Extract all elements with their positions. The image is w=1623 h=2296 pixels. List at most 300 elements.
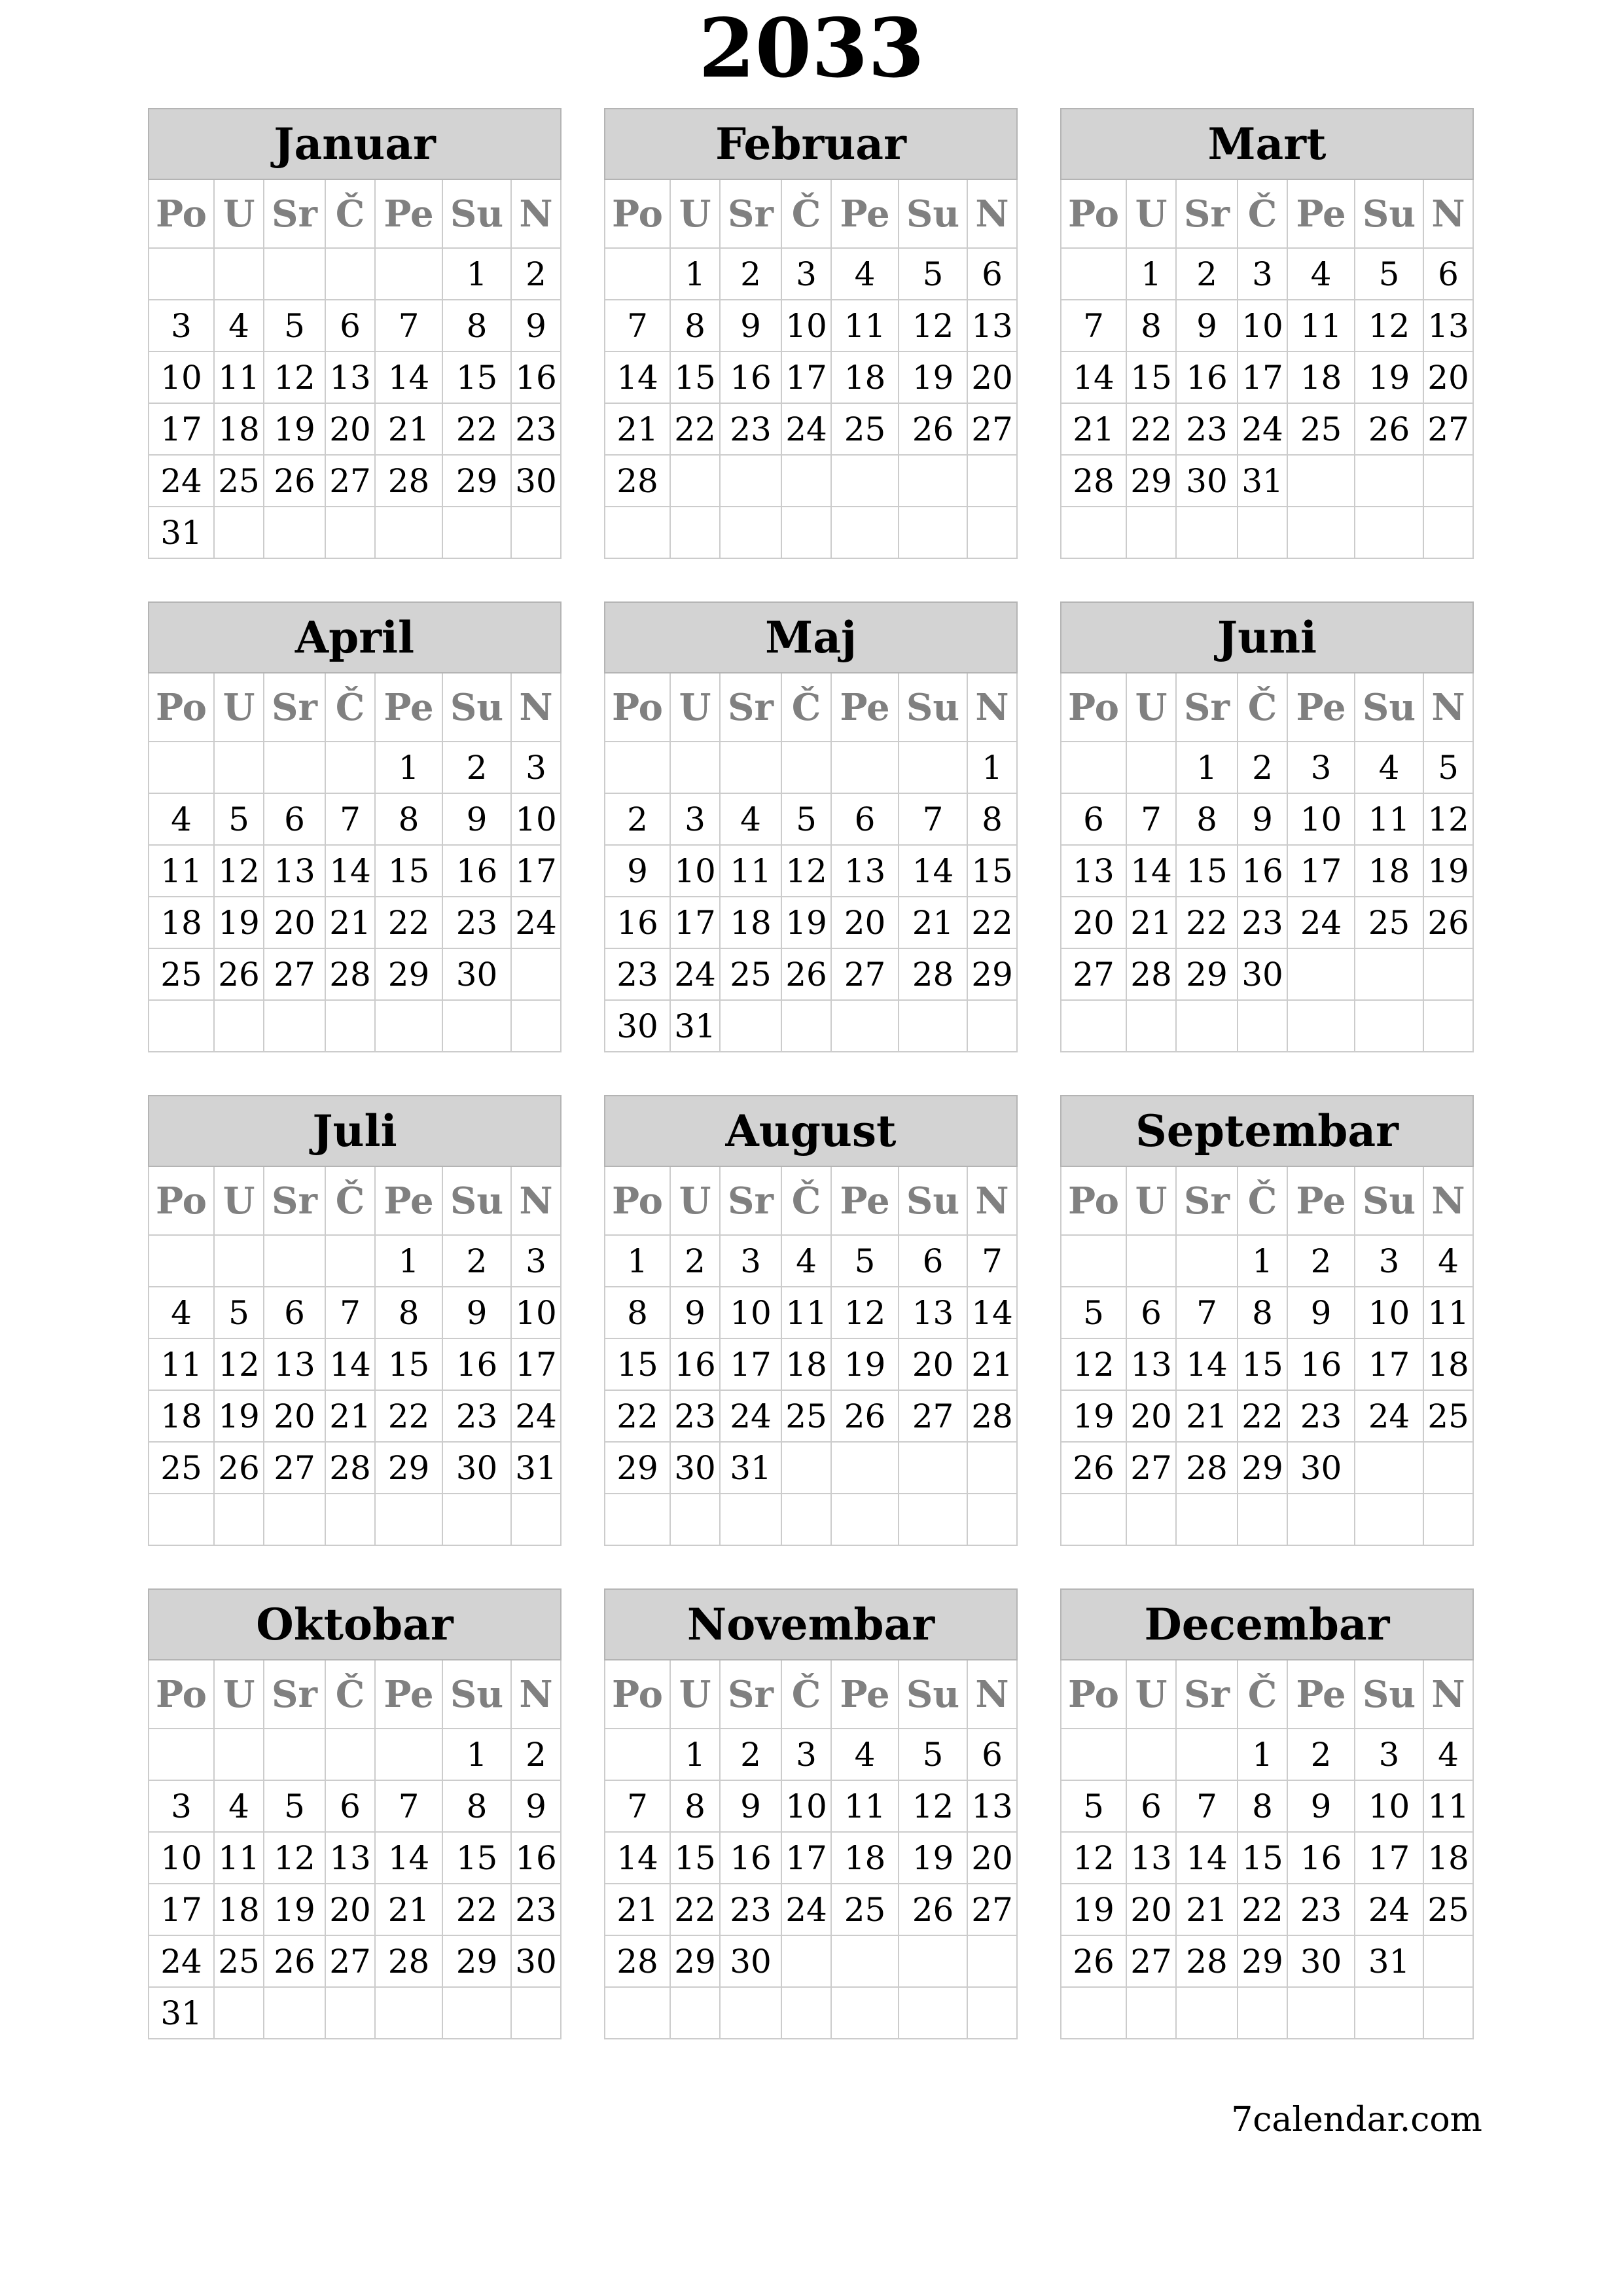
date-cell: 25: [1424, 1884, 1474, 1936]
weekday-label: Po: [148, 1167, 215, 1236]
date-cell: 29: [968, 949, 1018, 1001]
date-cell: 6: [832, 794, 899, 846]
date-cell: 5: [215, 1287, 264, 1339]
empty-date-cell: [512, 1494, 562, 1546]
date-cell: 16: [604, 897, 671, 949]
date-cell: 5: [899, 249, 968, 300]
date-cell: 9: [1177, 300, 1238, 352]
date-cell: 16: [671, 1339, 721, 1391]
date-cell: 8: [443, 1781, 512, 1833]
empty-date-cell: [782, 742, 832, 794]
date-cell: 29: [671, 1936, 721, 1988]
week-row: [604, 949, 1018, 1001]
month-block: [604, 108, 1018, 559]
date-cell: 22: [671, 404, 721, 456]
date-cell: 20: [326, 1884, 376, 1936]
week-row: [604, 1287, 1018, 1339]
footer-site-name: 7calendar.com: [1231, 2100, 1482, 2140]
date-cell: 18: [832, 352, 899, 404]
date-cell: 10: [512, 1287, 562, 1339]
date-cell: 19: [215, 1391, 264, 1443]
empty-date-cell: [832, 456, 899, 507]
weekday-label: Po: [1060, 1167, 1127, 1236]
weekday-label: Č: [782, 1167, 832, 1236]
date-cell: 2: [1177, 249, 1238, 300]
empty-date-cell: [1288, 949, 1355, 1001]
date-cell: 16: [443, 846, 512, 897]
date-cell: 11: [721, 846, 782, 897]
date-cell: 6: [1060, 794, 1127, 846]
date-cell: 5: [1355, 249, 1424, 300]
week-row: [148, 249, 562, 300]
date-cell: 23: [721, 404, 782, 456]
week-row: [148, 300, 562, 352]
week-row: [604, 404, 1018, 456]
month-title: Mart: [1060, 108, 1474, 180]
weekday-label: Pe: [1288, 180, 1355, 249]
weekday-header-row: [148, 180, 562, 249]
date-cell: 13: [1127, 1833, 1177, 1884]
empty-date-cell: [326, 249, 376, 300]
empty-date-cell: [1355, 507, 1424, 559]
date-cell: 30: [512, 1936, 562, 1988]
date-cell: 28: [899, 949, 968, 1001]
empty-date-cell: [1355, 949, 1424, 1001]
date-cell: 7: [326, 1287, 376, 1339]
weekday-label: Sr: [1177, 1167, 1238, 1236]
week-row: [148, 1833, 562, 1884]
date-cell: 30: [443, 949, 512, 1001]
date-cell: 24: [1355, 1884, 1424, 1936]
empty-date-cell: [512, 949, 562, 1001]
date-cell: 30: [1288, 1936, 1355, 1988]
date-cell: 26: [264, 456, 326, 507]
weekday-label: U: [1127, 1167, 1177, 1236]
date-cell: 9: [443, 794, 512, 846]
weekday-label: Su: [899, 1167, 968, 1236]
date-cell: 31: [1238, 456, 1288, 507]
date-cell: 17: [782, 352, 832, 404]
weekday-label: N: [1424, 673, 1474, 742]
date-cell: 26: [215, 949, 264, 1001]
date-cell: 3: [782, 249, 832, 300]
date-cell: 16: [721, 352, 782, 404]
weekday-label: Pe: [1288, 1167, 1355, 1236]
empty-date-cell: [721, 507, 782, 559]
date-cell: 8: [671, 300, 721, 352]
date-cell: 24: [721, 1391, 782, 1443]
weekday-header-row: [148, 1660, 562, 1729]
week-row: [604, 1833, 1018, 1884]
date-cell: 18: [721, 897, 782, 949]
date-cell: 4: [1355, 742, 1424, 794]
date-cell: 16: [721, 1833, 782, 1884]
weekday-label: Sr: [264, 1660, 326, 1729]
weekday-label: Č: [326, 1167, 376, 1236]
date-cell: 3: [1355, 1729, 1424, 1781]
week-row: [148, 1236, 562, 1287]
date-cell: 11: [215, 1833, 264, 1884]
week-row: [148, 1287, 562, 1339]
date-cell: 6: [1127, 1287, 1177, 1339]
date-cell: 18: [215, 404, 264, 456]
week-row: [1060, 1884, 1474, 1936]
date-cell: 20: [968, 1833, 1018, 1884]
date-cell: 9: [512, 300, 562, 352]
date-cell: 4: [1424, 1729, 1474, 1781]
empty-date-cell: [326, 1001, 376, 1052]
date-cell: 12: [782, 846, 832, 897]
date-cell: 12: [264, 352, 326, 404]
date-cell: 24: [148, 1936, 215, 1988]
weekday-header-row: [604, 180, 1018, 249]
empty-date-cell: [264, 1729, 326, 1781]
empty-date-cell: [1355, 1494, 1424, 1546]
month-block: [604, 1588, 1018, 2039]
weekday-header-row: [148, 673, 562, 742]
weekday-label: Sr: [1177, 1660, 1238, 1729]
date-cell: 15: [1177, 846, 1238, 897]
month-day-grid: [1060, 1660, 1474, 2039]
empty-date-cell: [215, 1494, 264, 1546]
date-cell: 22: [1127, 404, 1177, 456]
date-cell: 22: [671, 1884, 721, 1936]
date-cell: 19: [264, 404, 326, 456]
empty-date-cell: [671, 1494, 721, 1546]
date-cell: 1: [671, 1729, 721, 1781]
empty-date-cell: [376, 1001, 443, 1052]
date-cell: 5: [215, 794, 264, 846]
date-cell: 27: [1424, 404, 1474, 456]
empty-date-cell: [604, 249, 671, 300]
date-cell: 4: [1288, 249, 1355, 300]
month-title: Novembar: [604, 1588, 1018, 1660]
date-cell: 15: [1127, 352, 1177, 404]
weekday-header-row: [148, 1167, 562, 1236]
date-cell: 18: [1424, 1833, 1474, 1884]
date-cell: 25: [148, 1443, 215, 1494]
week-row: [1060, 1236, 1474, 1287]
date-cell: 27: [264, 949, 326, 1001]
weekday-label: Pe: [1288, 1660, 1355, 1729]
date-cell: 25: [215, 1936, 264, 1988]
date-cell: 15: [376, 846, 443, 897]
date-cell: 7: [326, 794, 376, 846]
date-cell: 3: [148, 1781, 215, 1833]
empty-date-cell: [376, 1988, 443, 2039]
date-cell: 20: [899, 1339, 968, 1391]
empty-date-cell: [1060, 1988, 1127, 2039]
date-cell: 24: [148, 456, 215, 507]
date-cell: 8: [376, 794, 443, 846]
date-cell: 23: [1177, 404, 1238, 456]
date-cell: 1: [1177, 742, 1238, 794]
empty-date-cell: [832, 1936, 899, 1988]
date-cell: 9: [1238, 794, 1288, 846]
empty-date-cell: [264, 249, 326, 300]
date-cell: 4: [1424, 1236, 1474, 1287]
weekday-label: U: [1127, 673, 1177, 742]
weekday-label: N: [512, 1660, 562, 1729]
date-cell: 1: [671, 249, 721, 300]
date-cell: 12: [215, 846, 264, 897]
date-cell: 3: [671, 794, 721, 846]
empty-date-cell: [1060, 249, 1127, 300]
weekday-label: Sr: [264, 1167, 326, 1236]
empty-date-cell: [721, 1494, 782, 1546]
week-row: [148, 1339, 562, 1391]
week-row: [1060, 1833, 1474, 1884]
weekday-label: Pe: [832, 1660, 899, 1729]
empty-date-cell: [264, 1236, 326, 1287]
empty-date-cell: [604, 742, 671, 794]
date-cell: 20: [264, 1391, 326, 1443]
empty-date-cell: [1424, 1001, 1474, 1052]
date-cell: 17: [782, 1833, 832, 1884]
date-cell: 21: [604, 1884, 671, 1936]
empty-date-cell: [1060, 1001, 1127, 1052]
empty-date-cell: [443, 1001, 512, 1052]
date-cell: 8: [671, 1781, 721, 1833]
empty-date-cell: [512, 1001, 562, 1052]
date-cell: 5: [1060, 1287, 1127, 1339]
date-cell: 17: [512, 846, 562, 897]
weekday-label: Po: [148, 1660, 215, 1729]
date-cell: 10: [512, 794, 562, 846]
date-cell: 23: [604, 949, 671, 1001]
weekday-label: Po: [604, 673, 671, 742]
empty-date-cell: [443, 1494, 512, 1546]
date-cell: 13: [968, 300, 1018, 352]
date-cell: 11: [1424, 1287, 1474, 1339]
date-cell: 3: [148, 300, 215, 352]
date-cell: 17: [721, 1339, 782, 1391]
date-cell: 25: [1288, 404, 1355, 456]
date-cell: 4: [215, 1781, 264, 1833]
date-cell: 10: [782, 1781, 832, 1833]
week-row: [1060, 897, 1474, 949]
weekday-label: Su: [899, 673, 968, 742]
date-cell: 3: [721, 1236, 782, 1287]
date-cell: 9: [721, 300, 782, 352]
date-cell: 28: [376, 456, 443, 507]
empty-date-cell: [1177, 1001, 1238, 1052]
empty-date-cell: [604, 1494, 671, 1546]
date-cell: 14: [1177, 1833, 1238, 1884]
weekday-label: N: [1424, 180, 1474, 249]
date-cell: 31: [512, 1443, 562, 1494]
week-row: [148, 1781, 562, 1833]
month-block: [148, 108, 562, 559]
date-cell: 4: [148, 1287, 215, 1339]
empty-date-cell: [899, 1936, 968, 1988]
week-row: [148, 1988, 562, 2039]
date-cell: 21: [1177, 1884, 1238, 1936]
empty-date-cell: [721, 1988, 782, 2039]
date-cell: 3: [512, 1236, 562, 1287]
date-cell: 16: [1288, 1339, 1355, 1391]
date-cell: 27: [832, 949, 899, 1001]
month-day-grid: [1060, 673, 1474, 1052]
date-cell: 24: [671, 949, 721, 1001]
week-row: [148, 507, 562, 559]
date-cell: 2: [1288, 1729, 1355, 1781]
date-cell: 24: [1355, 1391, 1424, 1443]
date-cell: 11: [1288, 300, 1355, 352]
weekday-label: Sr: [264, 180, 326, 249]
date-cell: 22: [1238, 1391, 1288, 1443]
date-cell: 19: [215, 897, 264, 949]
date-cell: 28: [326, 1443, 376, 1494]
weekday-label: Č: [1238, 1660, 1288, 1729]
date-cell: 27: [968, 404, 1018, 456]
weekday-label: N: [968, 1167, 1018, 1236]
week-row: [148, 404, 562, 456]
empty-date-cell: [721, 1001, 782, 1052]
weekday-header-row: [1060, 1660, 1474, 1729]
date-cell: 24: [1238, 404, 1288, 456]
date-cell: 30: [671, 1443, 721, 1494]
week-row: [1060, 1001, 1474, 1052]
week-row: [1060, 949, 1474, 1001]
date-cell: 17: [148, 404, 215, 456]
date-cell: 20: [1127, 1391, 1177, 1443]
date-cell: 12: [215, 1339, 264, 1391]
date-cell: 14: [1177, 1339, 1238, 1391]
month-day-grid: [1060, 180, 1474, 559]
date-cell: 19: [782, 897, 832, 949]
date-cell: 6: [326, 1781, 376, 1833]
date-cell: 11: [1355, 794, 1424, 846]
empty-date-cell: [1127, 1494, 1177, 1546]
date-cell: 13: [899, 1287, 968, 1339]
weekday-header-row: [604, 673, 1018, 742]
date-cell: 27: [326, 456, 376, 507]
empty-date-cell: [215, 742, 264, 794]
weekday-label: Su: [443, 1167, 512, 1236]
weekday-label: Pe: [832, 673, 899, 742]
date-cell: 11: [832, 1781, 899, 1833]
month-day-grid: [604, 180, 1018, 559]
date-cell: 28: [604, 1936, 671, 1988]
date-cell: 29: [376, 1443, 443, 1494]
empty-date-cell: [1238, 1001, 1288, 1052]
date-cell: 30: [721, 1936, 782, 1988]
date-cell: 13: [968, 1781, 1018, 1833]
date-cell: 27: [264, 1443, 326, 1494]
date-cell: 5: [899, 1729, 968, 1781]
date-cell: 19: [264, 1884, 326, 1936]
week-row: [1060, 1729, 1474, 1781]
weekday-label: U: [671, 1167, 721, 1236]
empty-date-cell: [604, 1988, 671, 2039]
week-row: [148, 1494, 562, 1546]
date-cell: 31: [671, 1001, 721, 1052]
date-cell: 28: [968, 1391, 1018, 1443]
month-title: April: [148, 601, 562, 673]
empty-date-cell: [1177, 1236, 1238, 1287]
weekday-label: U: [671, 1660, 721, 1729]
date-cell: 23: [443, 897, 512, 949]
date-cell: 17: [671, 897, 721, 949]
date-cell: 7: [376, 1781, 443, 1833]
week-row: [148, 1443, 562, 1494]
date-cell: 8: [968, 794, 1018, 846]
date-cell: 27: [968, 1884, 1018, 1936]
date-cell: 25: [215, 456, 264, 507]
weekday-label: Po: [148, 673, 215, 742]
date-cell: 30: [1177, 456, 1238, 507]
date-cell: 17: [1355, 1833, 1424, 1884]
date-cell: 13: [326, 352, 376, 404]
empty-date-cell: [264, 1494, 326, 1546]
month-block: [604, 601, 1018, 1052]
empty-date-cell: [899, 507, 968, 559]
week-row: [604, 1884, 1018, 1936]
week-row: [604, 1391, 1018, 1443]
date-cell: 8: [1177, 794, 1238, 846]
week-row: [604, 1339, 1018, 1391]
date-cell: 17: [148, 1884, 215, 1936]
empty-date-cell: [1424, 1988, 1474, 2039]
month-day-grid: [148, 180, 562, 559]
weekday-label: Č: [782, 1660, 832, 1729]
empty-date-cell: [832, 1443, 899, 1494]
date-cell: 15: [1238, 1833, 1288, 1884]
empty-date-cell: [832, 1001, 899, 1052]
week-row: [148, 1936, 562, 1988]
weekday-header-row: [604, 1660, 1018, 1729]
date-cell: 25: [721, 949, 782, 1001]
date-cell: 29: [1127, 456, 1177, 507]
page-title: 2033: [698, 1, 925, 96]
empty-date-cell: [968, 1001, 1018, 1052]
date-cell: 11: [832, 300, 899, 352]
date-cell: 7: [1127, 794, 1177, 846]
month-block: [604, 1095, 1018, 1546]
date-cell: 20: [264, 897, 326, 949]
empty-date-cell: [1355, 1001, 1424, 1052]
date-cell: 12: [832, 1287, 899, 1339]
date-cell: 28: [1177, 1936, 1238, 1988]
date-cell: 2: [1288, 1236, 1355, 1287]
week-row: [1060, 1391, 1474, 1443]
date-cell: 4: [721, 794, 782, 846]
date-cell: 2: [443, 1236, 512, 1287]
empty-date-cell: [721, 742, 782, 794]
weekday-label: Pe: [1288, 673, 1355, 742]
week-row: [604, 1988, 1018, 2039]
empty-date-cell: [264, 742, 326, 794]
week-row: [148, 846, 562, 897]
weekday-label: Č: [326, 673, 376, 742]
date-cell: 2: [512, 1729, 562, 1781]
date-cell: 4: [215, 300, 264, 352]
weekday-label: U: [1127, 180, 1177, 249]
date-cell: 22: [1238, 1884, 1288, 1936]
date-cell: 26: [1355, 404, 1424, 456]
date-cell: 3: [782, 1729, 832, 1781]
date-cell: 24: [512, 897, 562, 949]
month-day-grid: [148, 1660, 562, 2039]
date-cell: 1: [376, 1236, 443, 1287]
date-cell: 17: [512, 1339, 562, 1391]
year-calendar-grid: [148, 108, 1474, 2039]
week-row: [148, 897, 562, 949]
date-cell: 14: [376, 1833, 443, 1884]
date-cell: 5: [782, 794, 832, 846]
empty-date-cell: [671, 742, 721, 794]
